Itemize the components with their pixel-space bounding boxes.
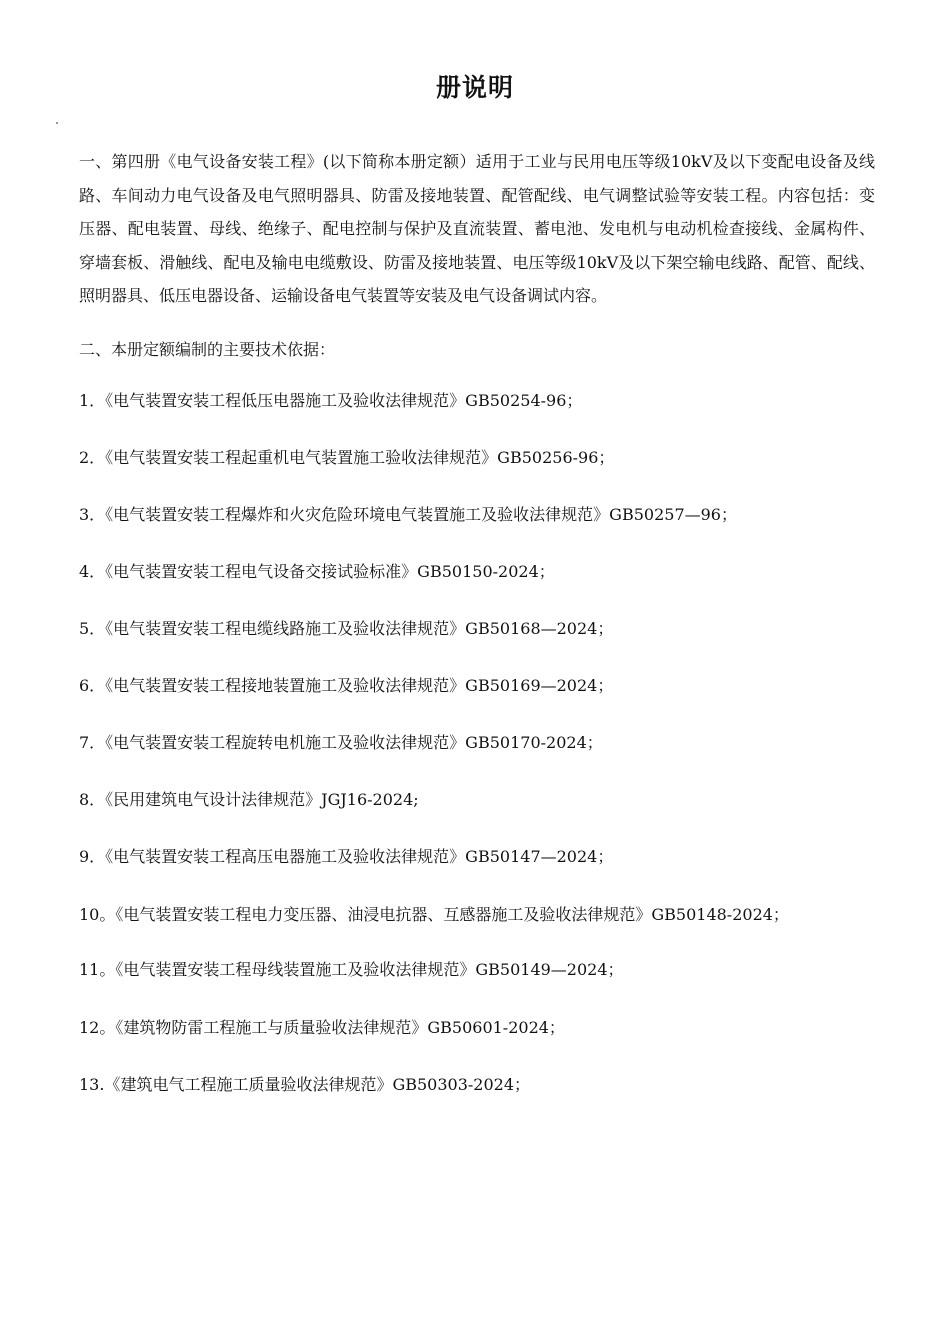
list-item: 10。《电气装置安装工程电力变压器、油浸电抗器、互感器施工及验收法律规范》GB50148-2024； <box>79 905 789 925</box>
list-item: 7．《电气装置安装工程旋转电机施工及验收法律规范》GB50170-2024； <box>79 733 603 753</box>
list-item: 4．《电气装置安装工程电气设备交接试验标准》GB50150-2024； <box>79 561 555 581</box>
list-item: 5．《电气装置安装工程电缆线路施工及验收法律规范》GB50168—2024； <box>79 618 614 638</box>
list-item: 2．《电气装置安装工程起重机电气装置施工验收法律规范》GB50256-96； <box>79 447 615 467</box>
list-item: 3．《电气装置安装工程爆炸和火灾危险环境电气装置施工及验收法律规范》GB50257—96； <box>79 504 737 524</box>
list-item: 9．《电气装置安装工程高压电器施工及验收法律规范》GB50147—2024； <box>79 847 614 867</box>
document-body <box>79 145 875 1125</box>
list-item: 13.《建筑电气工程施工质量验收法律规范》GB50303-2024； <box>79 1074 531 1094</box>
list-item: 11。《电气装置安装工程母线装置施工及验收法律规范》GB50149—2024； <box>79 960 624 980</box>
list-item: 12。《建筑物防雷工程施工与质量验收法律规范》GB50601-2024； <box>79 1017 565 1037</box>
intro-paragraph: 一、第四册《电气设备安装工程》(以下简称本册定额）适用于工业与民用电压等级10kV及以下变配电设备及线路、车间动力电气设备及电气照明器具、防雷及接地装置、配管配线、电气调整试验等安装工程。内容包括：变压器、配电装置、母线、绝缘子、配电控制与保护及直流装置、蓄电池、发电机与电动机检查接线、金属构件、穿墙套板、滑触线、配电及输电电缆敷设、防雷及接地装置、电压等级10kV及以下架空输电线路、配管、配线、照明器具、低压电器设备、运输设备电气装置等安装及电气设备调试内容。 <box>79 152 875 306</box>
list-item: 1．《电气装置安装工程低压电器施工及验收法律规范》GB50254-96； <box>79 390 583 410</box>
list-item: 8．《民用建筑电气设计法律规范》JGJ16-2024; <box>79 790 419 810</box>
section-heading: 二、本册定额编制的主要技术依据： <box>79 339 336 359</box>
page-title: 册说明 <box>435 73 514 102</box>
reference-list <box>79 384 875 1102</box>
list-item: 6．《电气装置安装工程接地装置施工及验收法律规范》GB50169—2024； <box>79 676 614 696</box>
stray-mark <box>56 122 58 124</box>
